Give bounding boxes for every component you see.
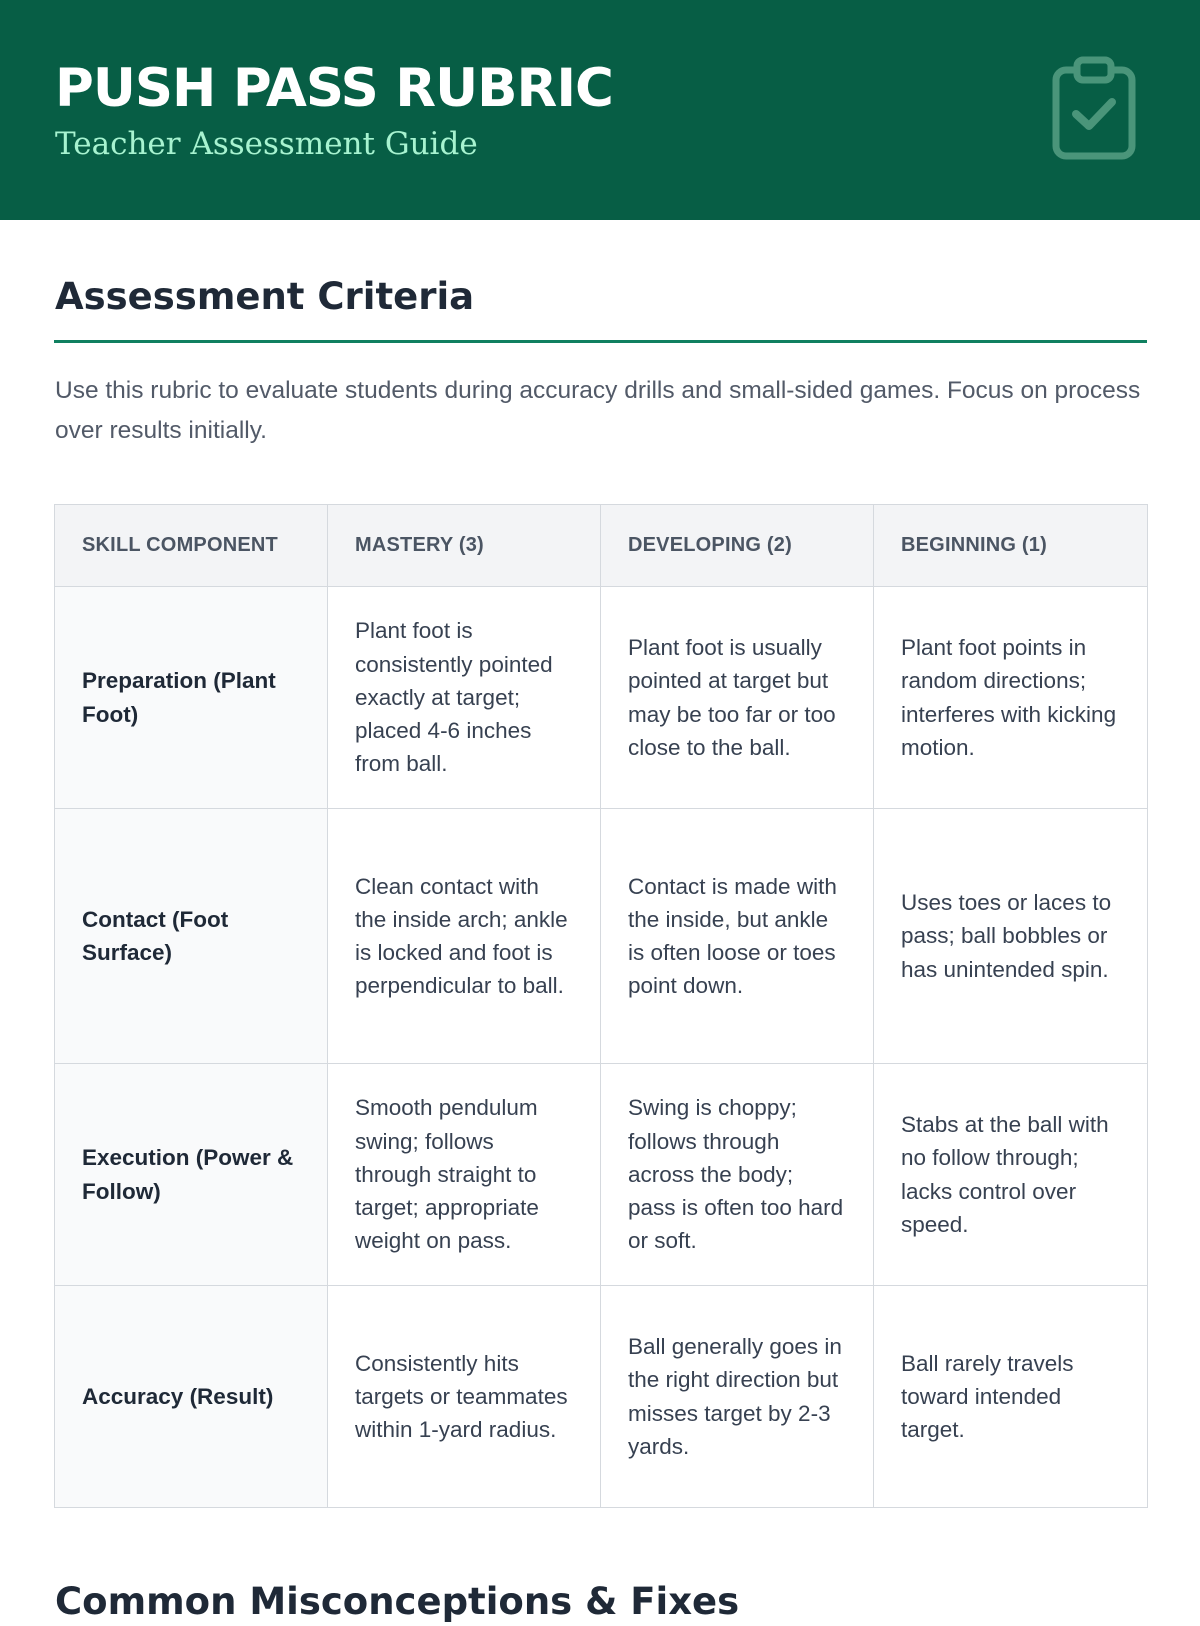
table-row <box>55 809 1148 1064</box>
developing-cell: Contact is made with the inside, but ankle is often loose or toes point down. <box>601 809 874 1064</box>
table-row <box>55 1064 1148 1286</box>
beginning-cell: Stabs at the ball with no follow through; lacks control over speed. <box>874 1064 1148 1286</box>
beginning-cell: Ball rarely travels toward intended target. <box>874 1286 1148 1508</box>
beginning-cell: Plant foot points in random directions; interferes with kicking motion. <box>874 587 1148 809</box>
beginning-cell: Uses toes or laces to pass; ball bobbles or has unintended spin. <box>874 809 1148 1064</box>
column-header-mastery: MASTERY (3) <box>328 505 601 587</box>
skill-cell: Accuracy (Result) <box>55 1286 328 1508</box>
mastery-cell: Consistently hits targets or teammates within 1-yard radius. <box>328 1286 601 1508</box>
skill-cell: Contact (Foot Surface) <box>55 809 328 1064</box>
skill-cell: Execution (Power & Follow) <box>55 1064 328 1286</box>
column-header-developing: DEVELOPING (2) <box>601 505 874 587</box>
table-row <box>55 587 1148 809</box>
section-title: Assessment Criteria <box>55 275 475 318</box>
rubric-table <box>54 504 1148 1508</box>
mastery-cell: Smooth pendulum swing; follows through straight to target; appropriate weight on pass. <box>328 1064 601 1286</box>
developing-cell: Plant foot is usually pointed at target but may be too far or too close to the ball. <box>601 587 874 809</box>
page-header <box>0 0 1200 220</box>
table-row <box>55 1286 1148 1508</box>
column-header-beginning: BEGINNING (1) <box>874 505 1148 587</box>
table-header-row <box>55 505 1148 587</box>
column-header-skill: SKILL COMPONENT <box>55 505 328 587</box>
mastery-cell: Plant foot is consistently pointed exactly at target; placed 4-6 inches from ball. <box>328 587 601 809</box>
mastery-cell: Clean contact with the inside arch; ankle is locked and foot is perpendicular to ball. <box>328 809 601 1064</box>
skill-cell: Preparation (Plant Foot) <box>55 587 328 809</box>
page-subtitle: Teacher Assessment Guide <box>55 126 478 162</box>
intro-text: Use this rubric to evaluate students during accuracy drills and small-sided games. Focus on process over results initially. <box>55 377 1141 444</box>
section-divider <box>54 340 1147 343</box>
clipboard-check-icon <box>1052 56 1136 160</box>
next-section-title: Common Misconceptions & Fixes <box>55 1580 740 1623</box>
page-title: PUSH PASS RUBRIC <box>55 58 613 119</box>
developing-cell: Ball generally goes in the right direction but misses target by 2-3 yards. <box>601 1286 874 1508</box>
developing-cell: Swing is choppy; follows through across the body; pass is often too hard or soft. <box>601 1064 874 1286</box>
